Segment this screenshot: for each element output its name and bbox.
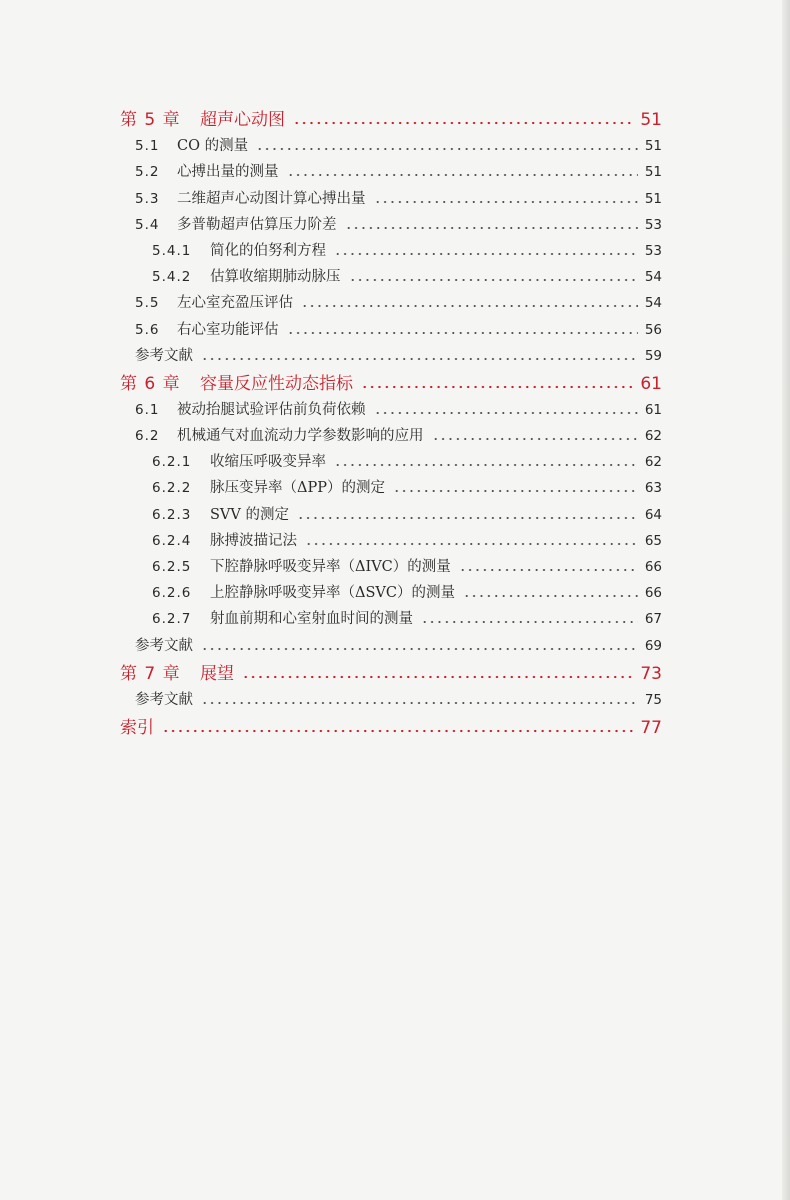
toc-page-number: 53 [644, 242, 662, 259]
toc-entry-number: 5.1 [135, 138, 160, 155]
toc-page-number: 73 [640, 663, 662, 684]
toc-entry-number: 第 6 章 [120, 373, 181, 394]
dot-leader [297, 515, 638, 521]
toc-sub-row[interactable] [120, 577, 662, 603]
dot-leader [421, 619, 638, 625]
dot-leader [334, 251, 638, 257]
table-of-contents [120, 102, 662, 738]
toc-ref-row[interactable] [120, 340, 662, 366]
toc-page-number: 51 [644, 190, 662, 207]
dot-leader [374, 410, 639, 416]
toc-sub-row[interactable] [120, 261, 662, 287]
toc-sub-row[interactable] [120, 603, 662, 629]
toc-entry-title: 展望 [200, 663, 234, 684]
toc-page-number: 54 [644, 269, 662, 286]
toc-sec-row[interactable] [120, 156, 662, 182]
toc-entry-title: 上腔静脉呼吸变异率（ΔSVC）的测量 [210, 585, 455, 602]
toc-entry-number: 5.2 [135, 164, 160, 181]
dot-leader [301, 303, 638, 309]
toc-page-number: 61 [644, 401, 662, 418]
toc-page-number: 59 [644, 347, 662, 364]
toc-page-number: 75 [644, 691, 662, 708]
toc-page-number: 67 [644, 611, 662, 628]
toc-sec-row[interactable] [120, 182, 662, 208]
toc-sub-row[interactable] [120, 525, 662, 551]
toc-entry-title: 脉搏波描记法 [210, 532, 297, 549]
toc-ref-row[interactable] [120, 629, 662, 655]
toc-entry-title: 估算收缩期肺动脉压 [210, 269, 341, 286]
toc-sub-row[interactable] [120, 235, 662, 261]
toc-page-number: 69 [644, 637, 662, 654]
dot-leader [432, 436, 639, 442]
toc-sec-row[interactable] [120, 313, 662, 339]
toc-entry-number: 5.5 [135, 295, 160, 312]
toc-sec-row[interactable] [120, 287, 662, 313]
dot-leader [162, 728, 634, 734]
toc-sub-row[interactable] [120, 472, 662, 498]
toc-entry-number: 6.2.6 [152, 585, 192, 602]
toc-entry-title: 容量反应性动态指标 [200, 373, 353, 394]
dot-leader [305, 541, 638, 547]
dot-leader [287, 330, 639, 336]
toc-entry-title: SVV 的测定 [210, 506, 289, 523]
toc-entry-title: 参考文献 [135, 637, 193, 654]
dot-leader [463, 593, 638, 599]
toc-sec-row[interactable] [120, 130, 662, 156]
toc-page-number: 62 [644, 454, 662, 471]
dot-leader [459, 567, 638, 573]
toc-entry-number: 6.2 [135, 428, 160, 445]
toc-page-number: 77 [640, 717, 662, 738]
toc-entry-title: 射血前期和心室射血时间的测量 [210, 611, 413, 628]
dot-leader [334, 462, 638, 468]
toc-entry-number: 6.2.4 [152, 532, 192, 549]
dot-leader [361, 384, 634, 390]
toc-entry-title: 简化的伯努利方程 [210, 242, 326, 259]
toc-entry-number: 6.2.3 [152, 506, 192, 523]
toc-entry-number: 5.6 [135, 321, 160, 338]
toc-sec-row[interactable] [120, 420, 662, 446]
toc-page-number: 66 [644, 585, 662, 602]
toc-sec-row[interactable] [120, 394, 662, 420]
toc-ref-row[interactable] [120, 684, 662, 710]
dot-leader [242, 674, 634, 680]
toc-sec-row[interactable] [120, 209, 662, 235]
dot-leader [393, 488, 638, 494]
toc-page-number: 51 [644, 164, 662, 181]
toc-entry-title: 右心室功能评估 [177, 321, 279, 338]
toc-page-number: 64 [644, 506, 662, 523]
toc-chapter-row[interactable] [120, 710, 662, 738]
toc-entry-title: 参考文献 [135, 347, 193, 364]
toc-entry-title: 心搏出量的测量 [177, 164, 279, 181]
toc-entry-title: 左心室充盈压评估 [177, 295, 293, 312]
toc-entry-number: 5.4 [135, 216, 160, 233]
toc-entry-number: 5.3 [135, 190, 160, 207]
dot-leader [293, 120, 634, 126]
toc-entry-title: 被动抬腿试验评估前负荷依赖 [177, 401, 366, 418]
page-edge [782, 0, 790, 1200]
toc-page-number: 56 [644, 321, 662, 338]
toc-entry-number: 第 5 章 [120, 110, 181, 130]
toc-page-number: 51 [644, 138, 662, 155]
toc-entry-title: 索引 [120, 717, 154, 738]
toc-entry-number: 6.1 [135, 401, 160, 418]
dot-leader [201, 356, 638, 362]
toc-entry-number: 5.4.1 [152, 242, 192, 259]
toc-entry-title: 下腔静脉呼吸变异率（ΔIVC）的测量 [210, 559, 451, 575]
toc-page-number: 51 [640, 110, 662, 130]
dot-leader [349, 277, 639, 283]
toc-chapter-row[interactable] [120, 102, 662, 130]
toc-page-number: 66 [644, 559, 662, 575]
toc-entry-number: 6.2.2 [152, 480, 192, 497]
toc-entry-number: 5.4.2 [152, 269, 192, 286]
toc-entry-title: 参考文献 [135, 691, 193, 708]
toc-entry-number: 第 7 章 [120, 663, 181, 684]
toc-entry-title: 机械通气对血流动力学参数影响的应用 [177, 428, 424, 445]
toc-entry-title: 二维超声心动图计算心搏出量 [177, 190, 366, 207]
dot-leader [201, 646, 638, 652]
toc-sub-row[interactable] [120, 446, 662, 472]
toc-page-number: 54 [644, 295, 662, 312]
toc-entry-title: 收缩压呼吸变异率 [210, 454, 326, 471]
toc-chapter-row[interactable] [120, 656, 662, 684]
toc-page-number: 63 [644, 480, 662, 497]
toc-page-number: 62 [644, 428, 662, 445]
toc-sub-row[interactable] [120, 551, 662, 577]
toc-entry-number: 6.2.7 [152, 611, 192, 628]
toc-entry-number: 6.2.5 [152, 559, 192, 575]
toc-chapter-row[interactable] [120, 366, 662, 394]
toc-entry-title: 超声心动图 [200, 110, 285, 130]
toc-entry-number: 6.2.1 [152, 454, 192, 471]
toc-entry-title: CO 的测量 [177, 138, 249, 155]
dot-leader [201, 700, 638, 706]
toc-page-number: 53 [644, 216, 662, 233]
dot-leader [374, 199, 639, 205]
toc-page-number: 65 [644, 532, 662, 549]
toc-page-number: 61 [640, 373, 662, 394]
toc-entry-title: 多普勒超声估算压力阶差 [177, 216, 337, 233]
dot-leader [287, 172, 639, 178]
dot-leader [345, 225, 639, 231]
dot-leader [256, 146, 638, 152]
toc-entry-title: 脉压变异率（ΔPP）的测定 [210, 480, 385, 497]
toc-sub-row[interactable] [120, 498, 662, 524]
